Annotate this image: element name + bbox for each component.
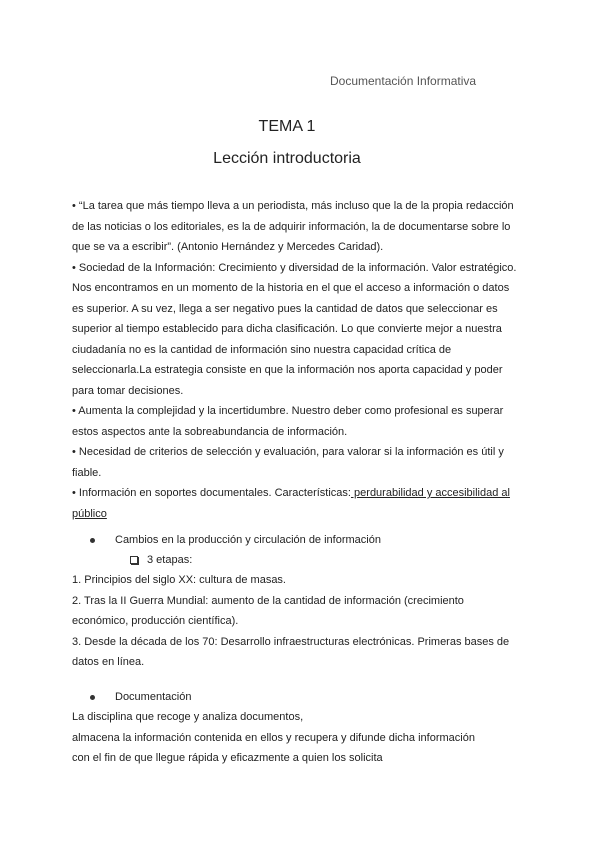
definition-line: La disciplina que recoge y analiza documentos, <box>72 711 304 723</box>
intro-paragraph-supports <box>72 483 522 524</box>
intro-paragraph-society: • Sociedad de la Información: Crecimiento y diversidad de la información. Valor estratégico. Nos encontramos en un momento de la historia en el que el acceso a información o datos es superior. A su vez, llega a ser negativo pues la cantidad de datos que seleccionar es superior al tiempo establecido para dicha clasificación. Lo que convierte mejor a nuestra ciudadanía no es la cantidad de información sino nuestra capacidad crítica de seleccionarla.La estrategia consiste en que la información nos aporta capacidad y poder para tomar decisiones. <box>72 261 517 397</box>
intro-paragraph-criteria: • Necesidad de criterios de selección y evaluación, para valorar si la información es útil y fiable. <box>72 446 504 479</box>
intro-section <box>72 196 522 524</box>
sub-bullet-stages-label: 3 etapas: <box>147 554 193 566</box>
checkbox-square-icon <box>130 556 138 564</box>
bullet-dot-icon <box>90 538 95 543</box>
lesson-title: Lección introductoria <box>213 150 361 167</box>
sub-bullet-stages <box>130 550 192 570</box>
bullet-documentation-label: Documentación <box>115 691 192 703</box>
stages-list <box>72 570 522 673</box>
supports-underlined-text: perdurabilidad y accesibilidad al público <box>72 487 510 520</box>
intro-paragraph-quote: • “La tarea que más tiempo lleva a un periodista, más incluso que la de la propia redacción de las noticias o los editoriales, es la de adquirir información, la de documentarse sobre lo que se va a escribir”. (Antonio Hernández y Mercedes Caridad). <box>72 200 514 253</box>
supports-text: • Información en soportes documentales. Características: <box>72 487 351 499</box>
page-header: Documentación Informativa <box>330 74 477 88</box>
list-item: 3. Desde la década de los 70: Desarrollo infraestructuras electrónicas. Primeras bases de datos en línea. <box>72 635 510 668</box>
intro-paragraph-complexity: • Aumenta la complejidad y la incertidumbre. Nuestro deber como profesional es superar estos aspectos ante la sobreabundancia de información. <box>72 405 504 438</box>
definition-line: con el fin de que llegue rápida y eficazmente a quien los solicita <box>72 752 383 764</box>
documentation-definition <box>72 707 475 769</box>
bullet-dot-icon <box>90 695 95 700</box>
theme-title: TEMA 1 <box>258 118 316 135</box>
bullet-documentation <box>90 687 191 707</box>
bullet-changes-label: Cambios en la producción y circulación de información <box>115 534 381 546</box>
list-item: 2. Tras la II Guerra Mundial: aumento de la cantidad de información (crecimiento económico, producción científica). <box>72 594 464 627</box>
definition-line: almacena la información contenida en ellos y recupera y difunde dicha información <box>72 731 475 744</box>
bullet-changes <box>90 530 381 550</box>
list-item: 1. Principios del siglo XX: cultura de masas. <box>72 574 286 586</box>
